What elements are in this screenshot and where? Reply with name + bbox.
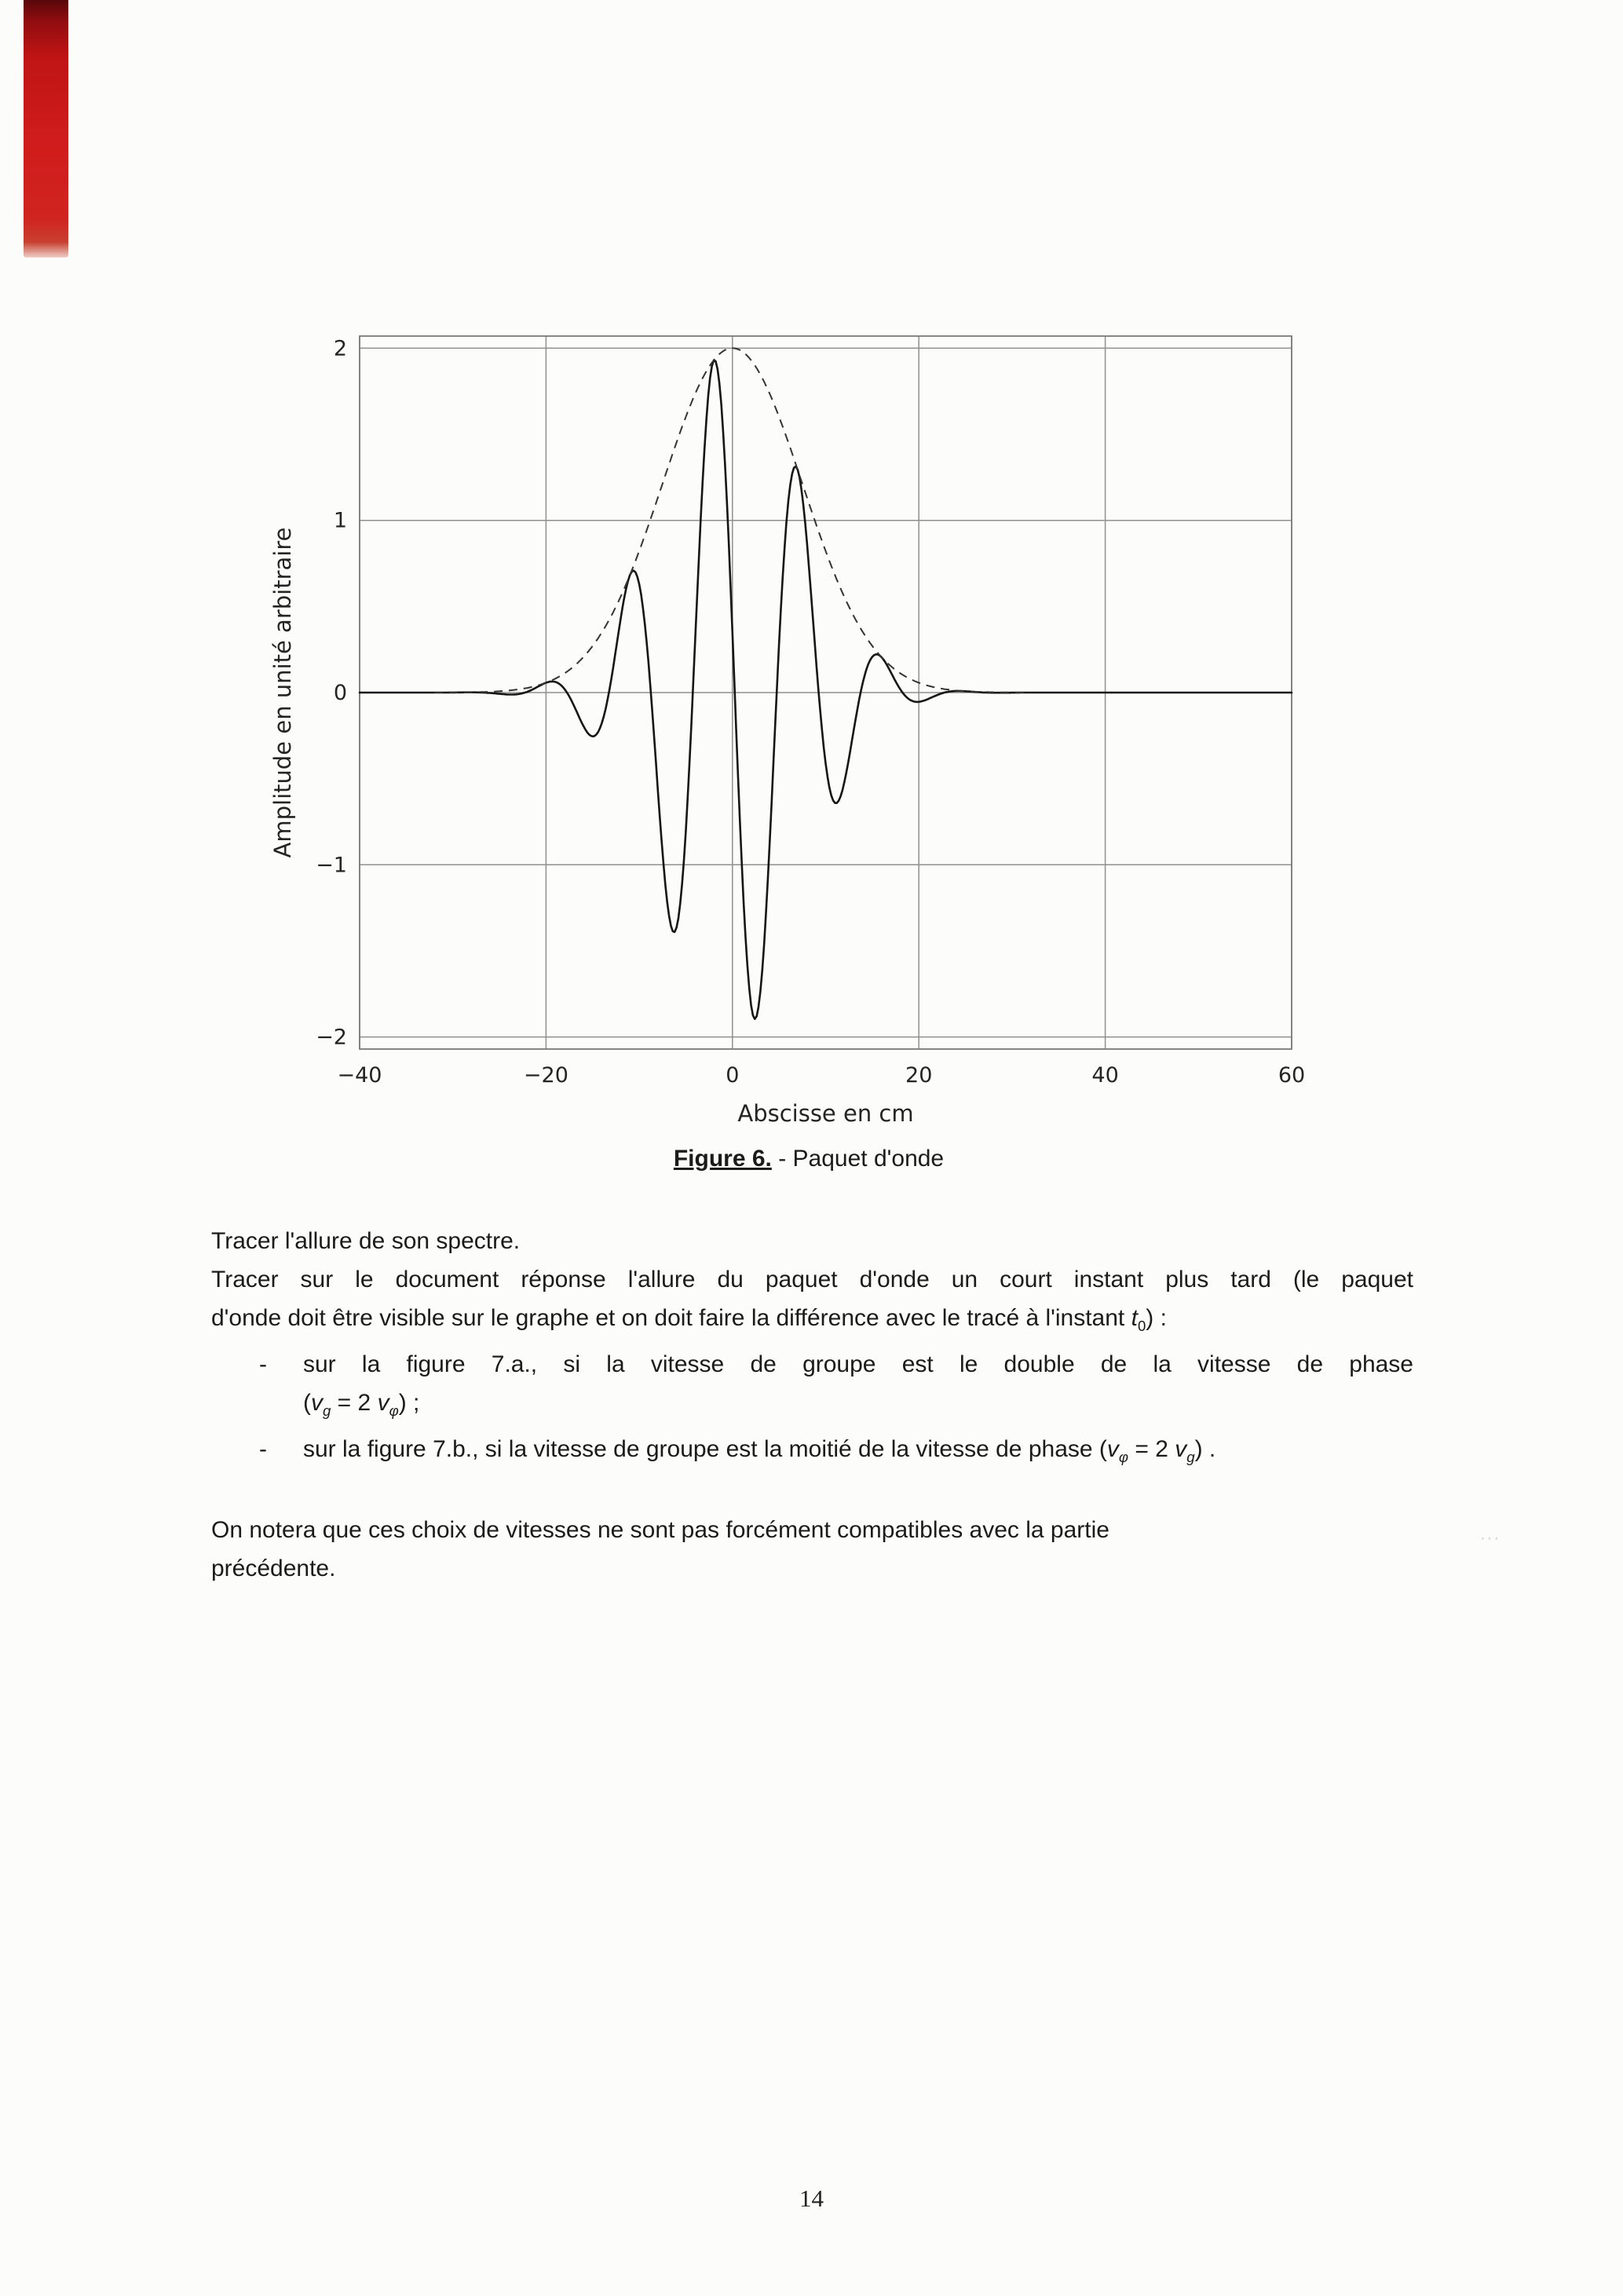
open-paren: ( [1098,1436,1107,1462]
consigne-line2-text: d'onde doit être visible sur le graphe et on doit faire la différence avec le tracé à l'instant [211,1305,1131,1331]
figure-6-wave-packet-chart [267,313,1311,1129]
x-tick-label: 40 [1091,1063,1119,1088]
paragraph-consigne-line2 [211,1299,1413,1345]
figure-caption-label: Figure 6. [673,1146,772,1172]
g-subscript: g [1186,1449,1195,1465]
y-axis-label: Amplitude en unité arbitraire [269,527,296,858]
x-tick-label: −20 [523,1063,568,1088]
v-symbol: v [311,1390,323,1416]
bullet-7b-body [303,1430,1413,1476]
bullet-7b-text: sur la figure 7.b., si la vitesse de groupe est la moitié de la vitesse de phase [303,1436,1099,1462]
paragraph-nota [211,1511,1413,1588]
x-axis-label: Abscisse en cm [737,1100,914,1127]
phi-subscript: φ [1118,1449,1129,1465]
consigne-line2-close: ) : [1146,1305,1167,1331]
bullet-dash: - [259,1351,267,1377]
bullet-figure-7a [211,1345,1413,1430]
y-tick-label: 1 [333,508,347,533]
scan-speck-artifact: ··· [1480,1530,1501,1547]
nota-line1: On notera que ces choix de vitesses ne sont pas forcément compatibles avec la partie [211,1517,1109,1543]
x-tick-label: 20 [905,1063,933,1088]
bullet-7a-line1: sur la figure 7.a., si la vitesse de groupe est le double de la vitesse de phase [303,1351,1413,1377]
close-paren-semicolon: ) ; [398,1390,420,1416]
figure-caption [275,1146,1343,1172]
bullet-dash: - [259,1436,267,1462]
body-text [211,1222,1413,1588]
t0-subscript: 0 [1137,1318,1146,1334]
equals-2: = 2 [331,1390,378,1416]
bullet-7a-body [303,1345,1413,1430]
y-tick-label: −2 [316,1025,347,1050]
bullet-7b-formula [1098,1436,1216,1465]
y-tick-label: 0 [333,681,347,705]
bullet-figure-7b [211,1430,1413,1476]
bullet-7a-formula [303,1384,1413,1430]
close-paren-period: ) . [1194,1436,1216,1462]
page-number: 14 [799,2184,824,2212]
wave-packet-plot [267,313,1311,1129]
g-subscript: g [323,1402,331,1419]
v-symbol: v [377,1390,389,1416]
nota-line2: précédente. [211,1556,336,1581]
y-tick-label: −1 [316,853,347,878]
scan-red-stripe-artifact [24,0,68,258]
x-tick-label: 60 [1278,1063,1306,1088]
v-symbol: v [1175,1436,1187,1462]
equals-2: = 2 [1128,1436,1175,1462]
paragraph-consigne-line1: Tracer sur le document réponse l'allure du paquet d'onde un court instant plus tard (le paquet [211,1267,1413,1292]
series-wave [360,360,1292,1019]
paragraph-spectre: Tracer l'allure de son spectre. [211,1228,521,1254]
figure-caption-text: - Paquet d'onde [771,1146,945,1172]
y-tick-label: 2 [333,336,347,361]
t-symbol: t [1131,1305,1138,1331]
phi-subscript: φ [389,1402,399,1419]
open-paren: ( [303,1390,311,1416]
v-symbol: v [1106,1436,1119,1462]
x-tick-label: 0 [726,1063,740,1088]
x-tick-label: −40 [337,1063,382,1088]
